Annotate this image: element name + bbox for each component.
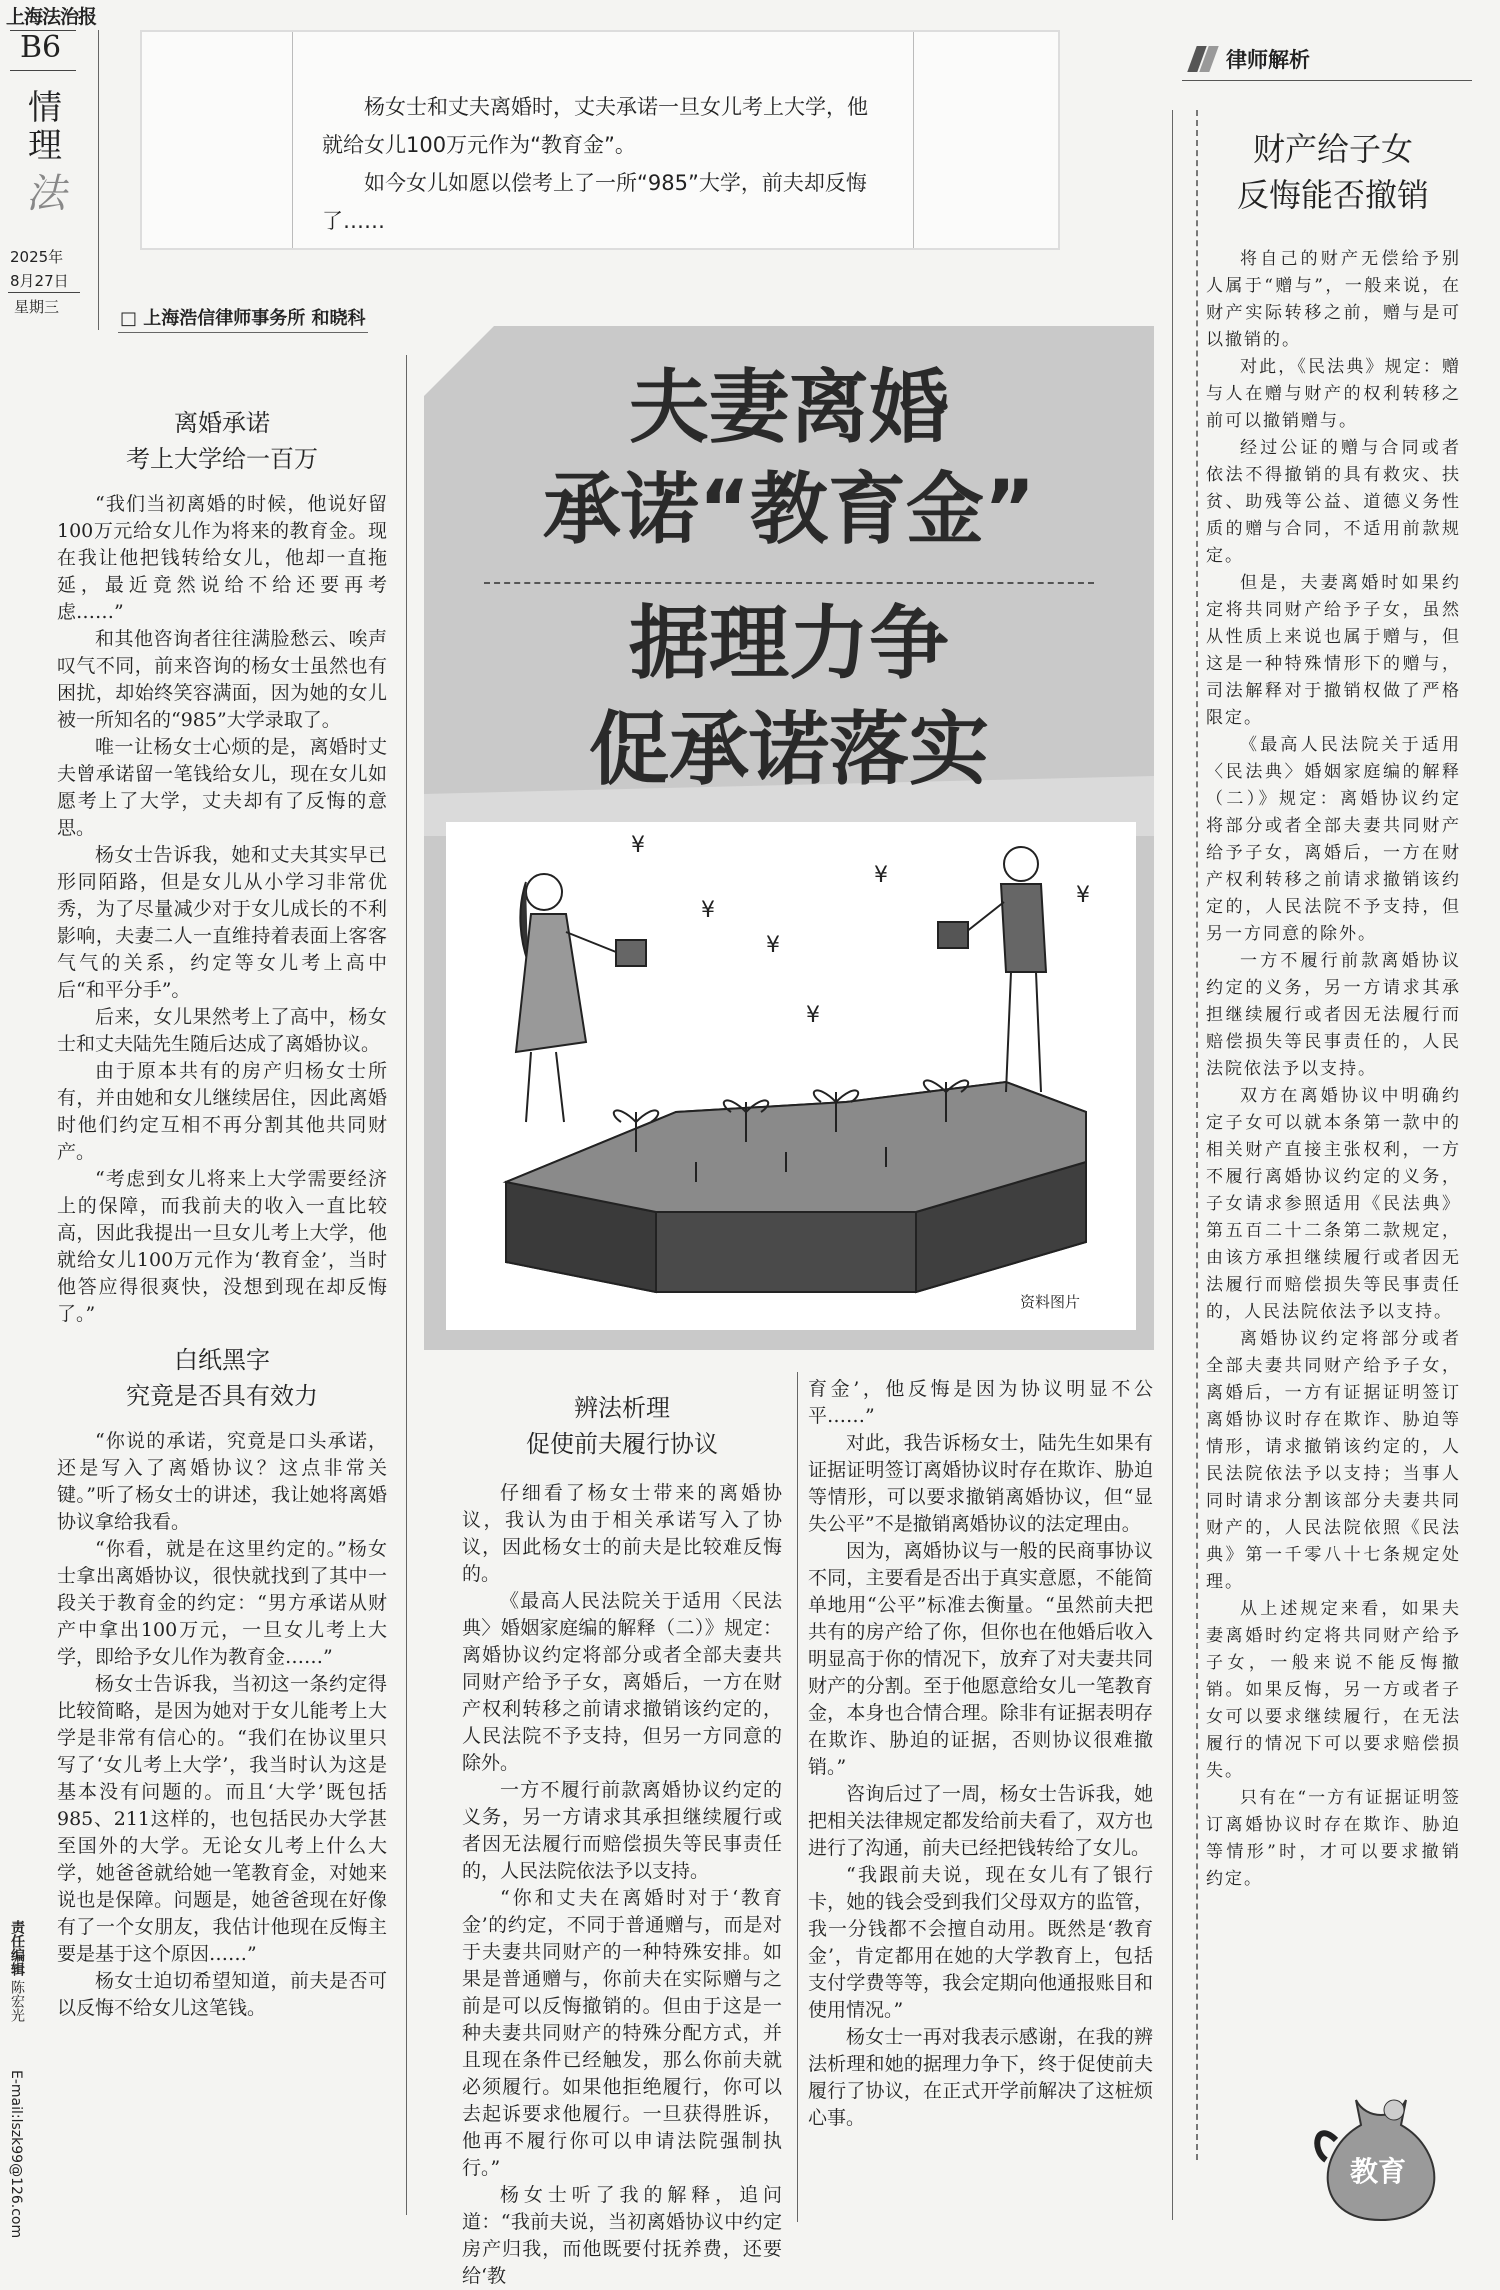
- paragraph: “你和丈夫在离婚时对于‘教育金’的约定，不同于普通赠与，而是对于夫妻共同财产的一种特殊安排。如果是普通赠与，你前夫在实际赠与之前是可以反悔撤销的。但由于这是一种夫妻共同财产的特殊分配方式，并且现在条件已经触发，那么你前夫就必须履行。如果他拒绝履行，你可以去起诉要求他履行。一旦获得胜诉，他再不履行你可以申请法院强制执行。”: [462, 1887, 782, 2179]
- issue-weekday: 星期三: [14, 298, 60, 316]
- paragraph: “考虑到女儿将来上大学需要经济上的保障，而我前夫的收入一直比较高，因此我提出一旦女儿考上大学，他就给女儿100万元作为‘教育金’，当时他答应得很爽快，没想到现在却反悔了。”: [57, 1168, 387, 1325]
- subheading-1-line-2: 考上大学给一百万: [126, 445, 318, 473]
- paragraph: 但是，夫妻离婚时如果约定将共同财产给予子女，虽然从性质上来说也属于赠与，但这是一种特殊情形下的赠与，司法解释对于撤销权做了严格限定。: [1206, 573, 1461, 728]
- subheading-3: [462, 1390, 782, 1462]
- paper-name: 上海法治报: [6, 6, 97, 28]
- paragraph: 只有在“一方有证据证明签订离婚协议时存在欺诈、胁迫等情形”时，才可以要求撤销约定。: [1206, 1788, 1461, 1889]
- section-3-body: [462, 1480, 782, 2290]
- man-figure: [938, 847, 1046, 1092]
- paragraph: “你看，就是在这里约定的。”杨女士拿出离婚协议，很快就找到了其中一段关于教育金的约定：“男方承诺从财产中拿出100万元，一旦女儿考上大学，即给予女儿作为教育金……”: [57, 1538, 387, 1668]
- subheading-3-line-2: 促使前夫履行协议: [526, 1430, 718, 1458]
- paragraph: 仔细看了杨女士带来的离婚协议，我认为由于相关承诺写入了协议，因此杨女士的前夫是比较难反悔的。: [462, 1482, 782, 1585]
- subheading-2-line-2: 究竟是否具有效力: [126, 1382, 318, 1410]
- byline: □ 上海浩信律师事务所 和晓科: [120, 308, 366, 329]
- paragraph: “我们当初离婚的时候，他说好留100万元给女儿作为将来的教育金。现在我让他把钱转给女儿，他却一直拖延，最近竟然说给不给还要再考虑……”: [57, 493, 387, 623]
- issue-year: 2025年: [10, 248, 64, 266]
- editor-label: 责任编辑: [9, 1920, 25, 1976]
- money-bag-icon: [1306, 2080, 1456, 2230]
- sidebar-title-line-2: 反悔能否撤销: [1236, 176, 1429, 214]
- paragraph: 后来，女儿果然考上了高中，杨女士和丈夫陆先生随后达成了离婚协议。: [57, 1006, 387, 1055]
- puzzle-block: [506, 1082, 1086, 1292]
- paragraph: 一方不履行前款离婚协议约定的义务，另一方请求其承担继续履行或者因无法履行而赔偿损失等民事责任的，人民法院依法予以支持。: [462, 1779, 782, 1882]
- paragraph: “我跟前夫说，现在女儿有了银行卡，她的钱会受到我们父母双方的监管，我一分钱都不会擅自动用。既然是‘教育金’，肯定都用在她的大学教育上，包括支付学费等等，我会定期向他通报账目和使用情况。”: [808, 1864, 1153, 2021]
- paragraph: 双方在离婚协议中明确约定子女可以就本条第一款中的相关财产直接主张权利，一方不履行离婚协议约定的义务，子女请求参照适用《民法典》第五百二十二条第二款规定，由该方承担继续履行或者因无法履行而赔偿损失等民事责任的，人民法院依法予以支持。: [1206, 1086, 1461, 1322]
- headline-line-4: 促承诺落实: [589, 703, 989, 796]
- coin-3: ¥: [766, 933, 780, 958]
- paragraph: 经过公证的赠与合同或者依法不得撤销的具有救灾、扶贫、助残等公益、道德义务性质的赠与合同，不适用前款规定。: [1206, 438, 1461, 566]
- illustration-svg: [446, 822, 1136, 1330]
- paragraph: 杨女士告诉我，当初这一条约定得比较简略，是因为她对于女儿能考上大学是非常有信心的。“我们在协议里只写了‘女儿考上大学’，我当时认为这是基本没有问题的。而且‘大学’既包括985、211这样的，也包括民办大学甚至国外的大学。无论女儿考上什么大学，她爸爸就给她一笔教育金，对她来说也是保障。问题是，她爸爸现在好像有了一个女朋友，我估计他现在反悔主要是基于这个原因……”: [57, 1673, 387, 1965]
- coin-1: ¥: [631, 833, 645, 858]
- issue-date: 8月27日: [10, 272, 69, 290]
- editor-email: E-mail:lszk99@126.com: [8, 2070, 24, 2239]
- subheading-1-line-1: 离婚承诺: [174, 409, 270, 437]
- subheading-2: [57, 1342, 387, 1414]
- section-2-body: [57, 1428, 387, 2022]
- section-char-1: 情: [28, 88, 62, 128]
- column-1: [57, 405, 387, 2022]
- headline-line-2: 承诺“教育金”: [542, 465, 1036, 555]
- paragraph: 离婚协议约定将部分或者全部夫妻共同财产给予子女，离婚后，一方有证据证明签订离婚协议时存在欺诈、胁迫等情形，请求撤销该约定的，人民法院依法予以支持；当事人同时请求分割该部分夫妻共同财产的，人民法院依照《民法典》第一千零八十七条规定处理。: [1206, 1329, 1461, 1592]
- paragraph: 杨女士告诉我，她和丈夫其实早已形同陌路，但是女儿从小学习非常优秀，为了尽量减少对于女儿成长的不利影响，夫妻二人一直维持着表面上客客气气的关系，约定等女儿考上高中后“和平分手”。: [57, 844, 387, 1001]
- paragraph: 和其他咨询者往往满脸愁云、唉声叹气不同，前来咨询的杨女士虽然也有困扰，却始终笑容满面，因为她的女儿被一所知名的“985”大学录取了。: [57, 628, 387, 731]
- paragraph: 由于原本共有的房产归杨女士所有，并由她和女儿继续居住，因此离婚时他们约定互相不再分割其他共同财产。: [57, 1060, 387, 1163]
- money-bag-label: 教育: [1349, 2155, 1406, 2188]
- section-char-2: 理: [28, 126, 62, 166]
- coin-4: ¥: [874, 863, 888, 888]
- paragraph: 杨女士迫切希望知道，前夫是否可以反悔不给女儿这笔钱。: [57, 1970, 387, 2019]
- sidebar: [1178, 30, 1478, 2230]
- coin-2: ¥: [701, 898, 715, 923]
- paragraph: 《最高人民法院关于适用〈民法典〉婚姻家庭编的解释（二）》规定：离婚协议约定将部分或者全部夫妻共同财产给予子女，离婚后，一方在财产权利转移之前请求撤销该约定的，人民法院不予支持，但另一方同意的除外。: [1206, 735, 1461, 944]
- paragraph: 育金’，他反悔是因为协议明显不公平……”: [808, 1378, 1153, 1427]
- page-number: B6: [20, 30, 62, 65]
- illustration-caption: 资料图片: [1019, 1293, 1080, 1311]
- intro-box: [140, 30, 1060, 250]
- paragraph: 从上述规定来看，如果夫妻离婚时约定将共同财产给予子女，一般来说不能反悔撤销。如果反悔，另一方或者子女可以要求继续履行，在无法履行的情况下可以要求赔偿损失。: [1206, 1599, 1461, 1781]
- paragraph: 咨询后过了一周，杨女士告诉我，她把相关法律规定都发给前夫看了，双方也进行了沟通，前夫已经把钱转给了女儿。: [808, 1783, 1153, 1859]
- column-2: [462, 1390, 782, 2290]
- editor-name: 陈宏光: [9, 1980, 25, 2023]
- subheading-1: [57, 405, 387, 477]
- sidebar-body: [1206, 246, 1461, 1893]
- paragraph: 唯一让杨女士心烦的是，离婚时丈夫曾承诺留一笔钱给女儿，现在女儿如愿考上了大学，丈夫却有了反悔的意思。: [57, 736, 387, 839]
- sidebar-title-line-1: 财产给子女: [1252, 130, 1413, 168]
- section-char-3: 法: [26, 171, 66, 217]
- paragraph: 对此，《民法典》规定：赠与人在赠与财产的权利转移之前可以撤销赠与。: [1206, 357, 1461, 431]
- paragraph: “你说的承诺，究竟是口头承诺，还是写入了离婚协议？这点非常关键。”听了杨女士的讲述，我让她将离婚协议拿给我看。: [57, 1430, 387, 1533]
- paragraph: 因为，离婚协议与一般的民商事协议不同，主要看是否出于真实意愿，不能简单地用“公平”标准去衡量。“虽然前夫把共有的房产给了你，但你也在他婚后收入明显高于你的情况下，放弃了对夫妻共同财产的分割。至于他愿意给女儿一笔教育金，本身也合情合理。除非有证据表明存在欺诈、胁迫的证据，否则协议很难撤销。”: [808, 1540, 1153, 1778]
- paragraph: 杨女士一再对我表示感谢，在我的辨法析理和她的据理力争下，终于促使前夫履行了协议，在正式开学前解决了这桩烦心事。: [808, 2026, 1153, 2129]
- headline-line-1: 夫妻离婚: [629, 361, 949, 454]
- masthead: [0, 0, 120, 340]
- paragraph: 《最高人民法院关于适用〈民法典〉婚姻家庭编的解释（二）》规定：离婚协议约定将部分或者全部夫妻共同财产给予子女，离婚后，一方在财产权利转移之前请求撤销该约定的，人民法院不予支持，但另一方同意的除外。: [462, 1590, 782, 1774]
- coin-5: ¥: [1076, 883, 1090, 908]
- sidebar-tag-label: 律师解析: [1226, 48, 1310, 72]
- column-3: [808, 1376, 1153, 2132]
- intro-paragraph-1: 杨女士和丈夫离婚时，丈夫承诺一旦女儿考上大学，他就给女儿100万元作为“教育金”。: [322, 95, 868, 157]
- paragraph: 将自己的财产无偿给予别人属于“赠与”，一般来说，在财产实际转移之前，赠与是可以撤销的。: [1206, 249, 1461, 350]
- section-4-body: [808, 1376, 1153, 2132]
- coin-6: ¥: [806, 1003, 820, 1028]
- woman-figure: [516, 874, 646, 1122]
- sidebar-tag: [1182, 40, 1472, 80]
- intro-paragraph-2: 如今女儿如愿以偿考上了一所“985”大学，前夫却反悔了……: [322, 171, 867, 233]
- sidebar-title: [1198, 126, 1468, 218]
- subheading-3-line-1: 辨法析理: [574, 1394, 670, 1422]
- illustration: [446, 822, 1136, 1330]
- paragraph: 一方不履行前款离婚协议约定的义务，另一方请求其承担继续履行或者因无法履行而赔偿损失等民事责任的，人民法院依法予以支持。: [1206, 951, 1461, 1079]
- subheading-2-line-1: 白纸黑字: [174, 1346, 270, 1374]
- section-1-body: [57, 491, 387, 1328]
- headline-line-3: 据理力争: [629, 597, 949, 690]
- paragraph: 杨女士听了我的解释，追问道：“我前夫说，当初离婚协议中约定房产归我，而他既要付抚养费，还要给‘教: [462, 2184, 782, 2287]
- paragraph: 对此，我告诉杨女士，陆先生如果有证据证明签订离婚协议时存在欺诈、胁迫等情形，可以要求撤销离婚协议，但“显失公平”不是撤销离婚协议的法定理由。: [808, 1432, 1153, 1535]
